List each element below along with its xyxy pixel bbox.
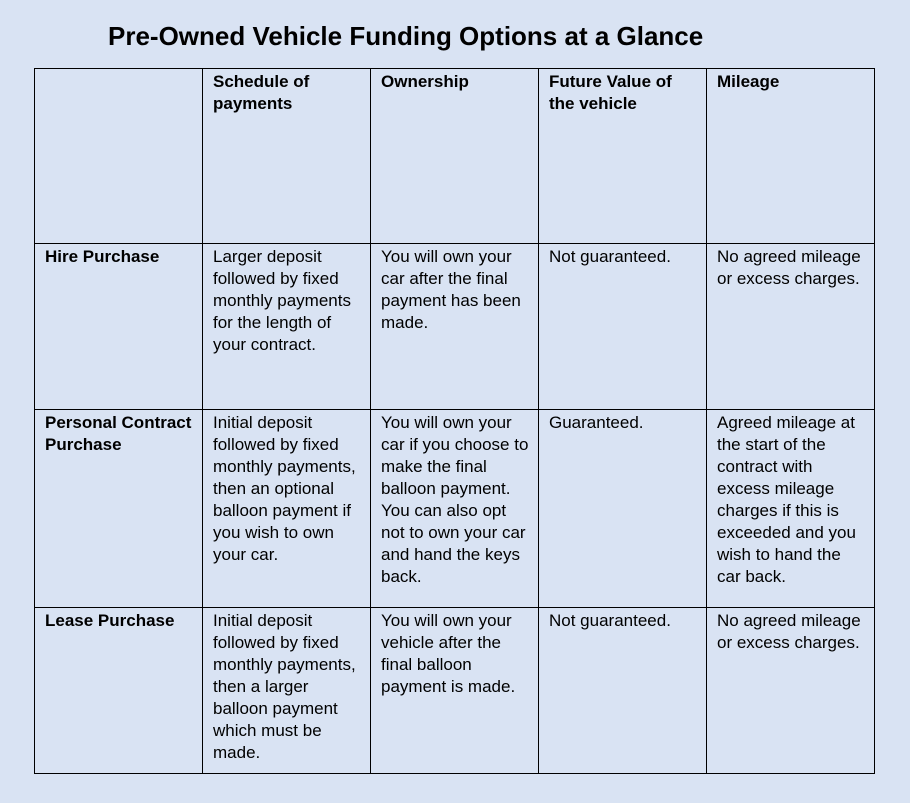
cell-ownership: You will own your car if you choose to make the final balloon payment. You can also opt not to own your car and hand the keys back. xyxy=(371,410,539,608)
column-header-mileage: Mileage xyxy=(707,69,875,244)
cell-mileage: No agreed mileage or excess charges. xyxy=(707,244,875,410)
table-row xyxy=(35,608,875,774)
column-header-future-value: Future Value of the vehicle xyxy=(539,69,707,244)
table-header-row xyxy=(35,69,875,244)
cell-future-value: Not guaranteed. xyxy=(539,244,707,410)
cell-schedule: Initial deposit followed by fixed monthly payments, then a larger balloon payment which must be made. xyxy=(203,608,371,774)
column-header-ownership: Ownership xyxy=(371,69,539,244)
page-title: Pre-Owned Vehicle Funding Options at a Glance xyxy=(108,21,704,51)
row-label-lease-purchase: Lease Purchase xyxy=(35,608,203,774)
cell-ownership: You will own your car after the final payment has been made. xyxy=(371,244,539,410)
table-row xyxy=(35,410,875,608)
row-label-personal-contract-purchase: Personal Contract Purchase xyxy=(35,410,203,608)
cell-schedule: Initial deposit followed by fixed monthly payments, then an optional balloon payment if you wish to own your car. xyxy=(203,410,371,608)
header-empty-cell xyxy=(35,69,203,244)
row-label-hire-purchase: Hire Purchase xyxy=(35,244,203,410)
column-header-schedule: Schedule of payments xyxy=(203,69,371,244)
cell-future-value: Not guaranteed. xyxy=(539,608,707,774)
cell-ownership: You will own your vehicle after the final balloon payment is made. xyxy=(371,608,539,774)
cell-mileage: Agreed mileage at the start of the contract with excess mileage charges if this is exceeded and you wish to hand the car back. xyxy=(707,410,875,608)
cell-future-value: Guaranteed. xyxy=(539,410,707,608)
cell-schedule: Larger deposit followed by fixed monthly payments for the length of your contract. xyxy=(203,244,371,410)
funding-options-table xyxy=(34,68,875,774)
cell-mileage: No agreed mileage or excess charges. xyxy=(707,608,875,774)
table-row xyxy=(35,244,875,410)
